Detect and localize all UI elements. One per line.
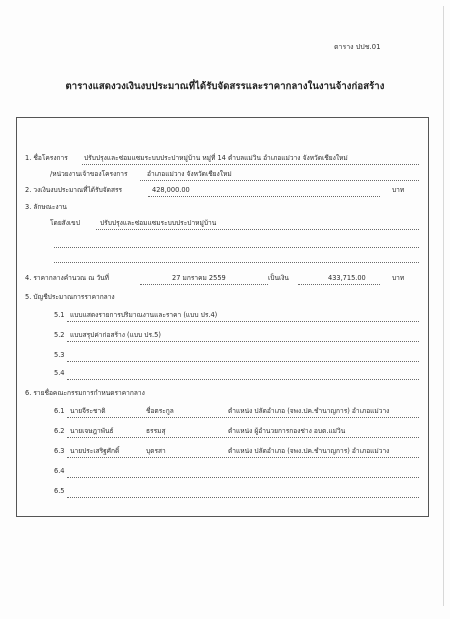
calc-date: 27 มกราคม 2559 [172,274,226,282]
list-item-num: 5.3 [54,351,65,359]
dotted-line [67,477,419,478]
committee-last-name: บุตรสา [146,447,166,455]
committee-num: 6.4 [54,467,65,475]
dotted-line [67,321,419,322]
dotted-line [67,457,419,458]
dotted-line [298,284,380,285]
agency-label: /หน่วยงานเจ้าของโครงการ [50,170,128,178]
dotted-line [148,196,380,197]
dotted-line [54,247,419,248]
item3-label: 3. ลักษณะงาน [25,203,67,211]
committee-num: 6.5 [54,487,65,495]
page-edge [443,6,444,606]
dotted-line [67,437,419,438]
budget-unit: บาท [392,186,405,194]
form-code: ตาราง ปปช.01 [334,43,381,51]
committee-position: ตำแหน่ง ปลัดอำเภอ (จพง.ปค.ชำนาญการ) อำเภอแม่วาง [228,407,390,415]
dotted-line [67,379,419,380]
list-item-text: แบบสรุปค่าก่อสร้าง (แบบ ปร.5) [70,331,161,339]
committee-num: 6.3 [54,447,65,455]
committee-position: ตำแหน่ง ผู้อำนวยการกองช่าง อบต.แม่วิน [228,427,346,435]
project-name: ปรับปรุงและซ่อมแซมระบบประปาหมู่บ้าน หมู่ที่ 14 ตำบลแม่วิน อำเภอแม่วาง จังหวัดเชียงใหม่ [84,154,348,162]
committee-first-name: นายจีระชาติ [70,407,106,415]
median-price-unit: บาท [392,274,405,282]
list-item-text: แบบแสดงรายการปริมาณงานและราคา (แบบ ปร.4) [70,311,218,319]
committee-num: 6.2 [54,427,65,435]
agency-value: อำเภอแม่วาง จังหวัดเชียงใหม่ [147,170,232,178]
committee-first-name: นายประเสริฐศักดิ์ [70,447,120,455]
item4-label: 4. ราคากลางคำนวณ ณ วันที่ [25,274,110,282]
page-title: ตารางแสดงวงเงินงบประมาณที่ได้รับจัดสรรและราคากลางในงานจ้างก่อสร้าง [65,81,385,92]
work-description: ปรับปรุงและซ่อมแซมระบบประปาหมู่บ้าน [100,219,217,227]
dotted-line [54,262,419,263]
dotted-line [140,180,419,181]
committee-first-name: นายเจษฎาพันธ์ [70,427,114,435]
budget-amount: 428,000.00 [152,186,190,194]
committee-num: 6.1 [54,407,65,415]
dotted-line [140,284,268,285]
median-price: 433,715.00 [328,274,366,282]
list-item-num: 5.1 [54,311,65,319]
dotted-line [96,229,419,230]
committee-position: ตำแหน่ง ปลัดอำเภอ (จพง.ปค.ชำนาญการ) อำเภอแม่วาง [228,447,390,455]
item1-label: 1. ชื่อโครงการ [25,154,68,162]
list-item-num: 5.2 [54,331,65,339]
committee-last-name: ชื่อตระกูล [146,407,174,415]
item5-label: 5. บัญชีประมาณการราคากลาง [25,293,115,301]
amount-label: เป็นเงิน [268,274,289,282]
item6-label: 6. รายชื่อคณะกรรมการกำหนดราคากลาง [25,389,145,397]
list-item-num: 5.4 [54,369,65,377]
item3-sub-label: โดยสังเขป [50,219,80,227]
dotted-line [67,417,419,418]
dotted-line [67,341,419,342]
dotted-line [67,497,419,498]
dotted-line [82,164,419,165]
committee-last-name: ธรรมสุ [146,427,166,435]
item2-label: 2. วงเงินงบประมาณที่ได้รับจัดสรร [25,186,123,194]
dotted-line [67,361,419,362]
